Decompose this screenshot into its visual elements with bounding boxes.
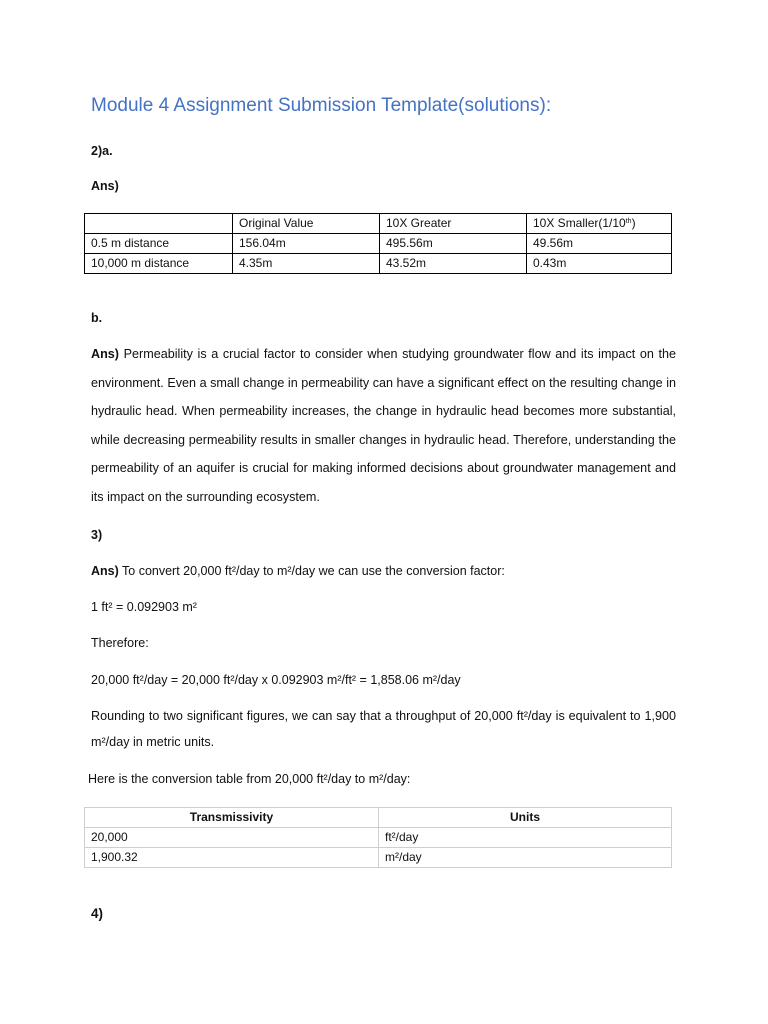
answer-2a-label: Ans) bbox=[91, 179, 119, 193]
table-row bbox=[85, 848, 672, 868]
therefore-text: Therefore: bbox=[91, 636, 149, 650]
conversion-equation: 20,000 ft²/day = 20,000 ft²/day x 0.092903 m²/ft² = 1,858.06 m²/day bbox=[91, 673, 461, 687]
table-cell: 49.56m bbox=[527, 234, 672, 254]
table-cell: 10,000 m distance bbox=[85, 254, 233, 274]
table-row bbox=[85, 828, 672, 848]
table-cell: 495.56m bbox=[380, 234, 527, 254]
transmissivity-table bbox=[84, 807, 672, 868]
table-row bbox=[85, 234, 672, 254]
table-cell: 156.04m bbox=[233, 234, 380, 254]
table-header-cell: 10X Greater bbox=[380, 214, 527, 234]
table-header-cell: Units bbox=[379, 808, 672, 828]
page-title: Module 4 Assignment Submission Template(solutions): bbox=[91, 95, 552, 116]
question-4-label: 4) bbox=[91, 906, 104, 921]
answer-2b-paragraph: Ans) Permeability is a crucial factor to consider when studying groundwater flow and its impact on the environment. Even a small change in permeability can have a significant effect on the resulting change in hydraulic head. When permeability increases, the change in hydraulic head becomes more substantial, while decreasing permeability results in smaller changes in hydraulic head. Therefore, understanding the permeability of an aquifer is crucial for making informed decisions about groundwater management and its impact on the surrounding ecosystem. bbox=[91, 347, 676, 504]
table-cell: 0.43m bbox=[527, 254, 672, 274]
table-row bbox=[85, 254, 672, 274]
table-cell: 20,000 bbox=[85, 828, 379, 848]
table-header-cell: Transmissivity bbox=[85, 808, 379, 828]
table-intro-text: Here is the conversion table from 20,000 ft²/day to m²/day: bbox=[88, 772, 411, 786]
rounding-paragraph: Rounding to two significant figures, we can say that a throughput of 20,000 ft²/day is equivalent to 1,900 m²/day in metric units. bbox=[91, 709, 676, 749]
table-header-cell: 10X Smaller(1/10th) bbox=[527, 214, 672, 234]
table-cell: 4.35m bbox=[233, 254, 380, 274]
hydraulic-head-table bbox=[84, 213, 672, 274]
table-header-cell bbox=[85, 214, 233, 234]
question-3-label: 3) bbox=[91, 528, 103, 542]
table-header-row bbox=[85, 808, 672, 828]
question-2b-label: b. bbox=[91, 311, 103, 325]
table-cell: ft²/day bbox=[379, 828, 672, 848]
table-cell: 1,900.32 bbox=[85, 848, 379, 868]
table-cell: m²/day bbox=[379, 848, 672, 868]
table-header-row bbox=[85, 214, 672, 234]
table-header-cell: Original Value bbox=[233, 214, 380, 234]
table-cell: 43.52m bbox=[380, 254, 527, 274]
table-cell: 0.5 m distance bbox=[85, 234, 233, 254]
question-2a-label: 2)a. bbox=[91, 144, 113, 158]
answer-3-intro: Ans) To convert 20,000 ft²/day to m²/day we can use the conversion factor: bbox=[91, 564, 505, 578]
conversion-factor: 1 ft² = 0.092903 m² bbox=[91, 600, 197, 614]
